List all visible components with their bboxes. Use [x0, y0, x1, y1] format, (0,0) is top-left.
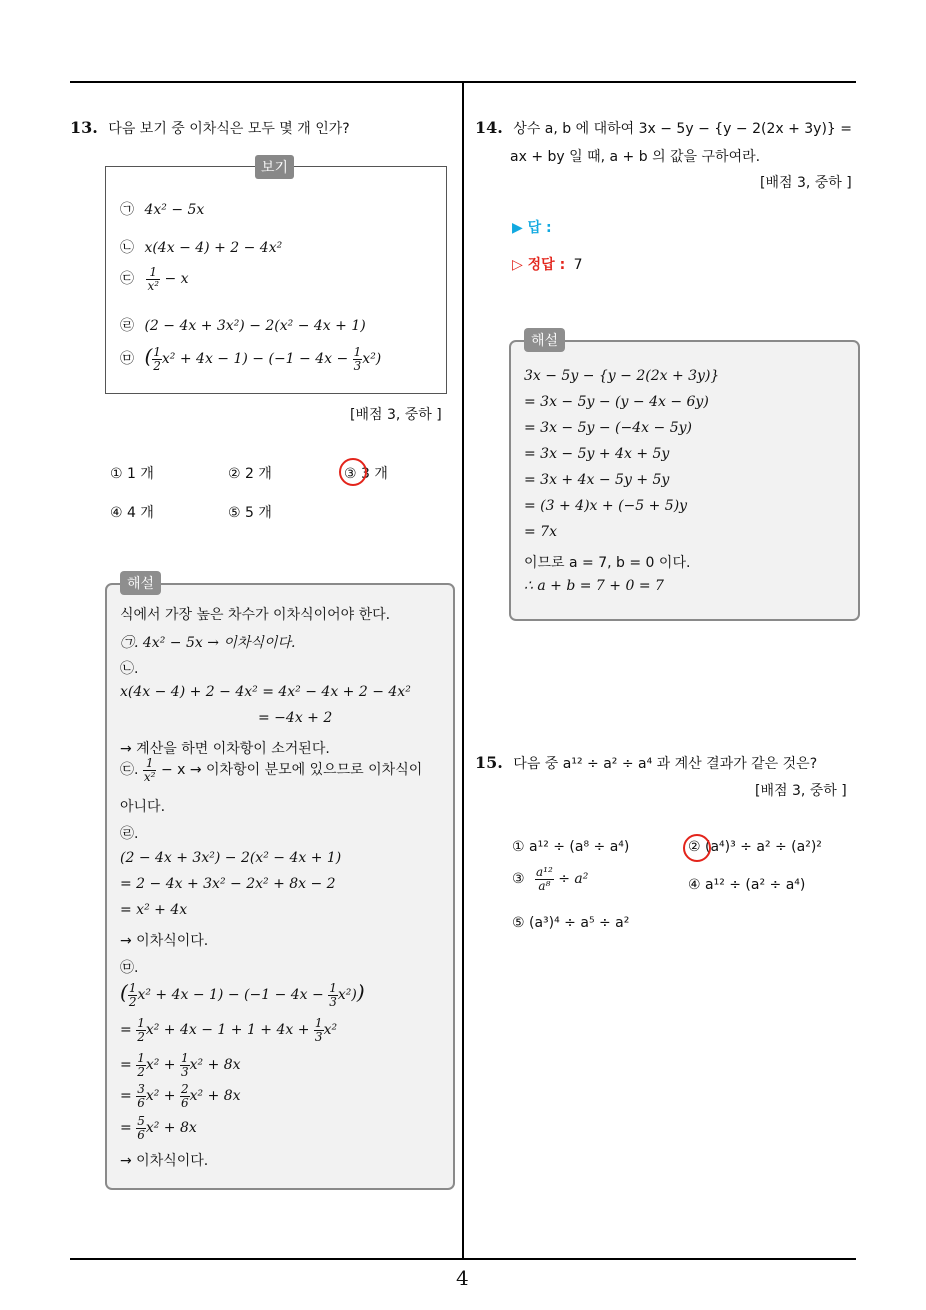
choice-3[interactable]: ③ $\frac{\text{a¹²}}{\text{a⁸}}$ ÷ a²	[512, 865, 589, 893]
q14-sol-line-9: ∴ a + b = 7 + 0 = 7	[524, 578, 664, 594]
choice-1[interactable]: ① 1 개	[110, 466, 154, 482]
choice-1[interactable]: ① a¹² ÷ (a⁸ ÷ a⁴)	[512, 839, 630, 855]
q14-sol-line-8: 이므로 a = 7, b = 0 이다.	[524, 555, 691, 571]
q14-sol-line-3: = 3x − 5y − (−4x − 5y)	[524, 420, 692, 436]
q13-sol-line-3: ㉡.	[120, 661, 139, 677]
bottom-rule	[70, 1258, 856, 1260]
choice-3[interactable]: ③ 3 개	[344, 466, 388, 482]
choice-4[interactable]: ④ 4 개	[110, 505, 154, 521]
q13-sol-line-9: ㉣.	[120, 826, 139, 842]
bogi-item-2: ㉡ x(4x − 4) + 2 − 4x²	[120, 240, 283, 256]
bogi-item-3: ㉢ $\frac{1}{\text{x²}}$ − x	[120, 265, 189, 293]
bogi-item-4: ㉣ (2 − 4x + 3x²) − 2(x² − 4x + 1)	[120, 318, 366, 334]
q14-sol-line-2: = 3x − 5y − (y − 4x − 6y)	[524, 394, 709, 410]
question-number: 13.	[70, 118, 98, 137]
q14-sol-line-6: = (3 + 4)x + (−5 + 5)y	[524, 498, 688, 514]
q14-sol-line-7: = 7x	[524, 524, 557, 540]
q13-sol-line-8: 아니다.	[120, 799, 166, 815]
answer-label: ▶ 답 :	[512, 220, 552, 236]
q13-sol-line-14: ㉤.	[120, 960, 139, 976]
q14-solution-label: 해설	[524, 328, 565, 352]
q13-sol-line-1: 식에서 가장 높은 차수가 이차식이어야 한다.	[120, 607, 391, 623]
q13-sol-line-18: = $\frac{3}{6}$ x² + $\frac{2}{6}$ x² + 8x	[120, 1082, 241, 1110]
question-text: 다음 중 a¹² ÷ a² ÷ a⁴ 과 계산 결과가 같은 것은?	[513, 756, 818, 772]
q14-sol-line-4: = 3x − 5y + 4x + 5y	[524, 446, 670, 462]
q13-sol-line-10: (2 − 4x + 3x²) − 2(x² − 4x + 1)	[120, 850, 342, 866]
q15-score: [배점 3, 중하 ]	[755, 783, 847, 799]
q14-sol-line-1: 3x − 5y − {y − 2(2x + 3y)}	[524, 368, 720, 384]
q13-sol-line-16: = $\frac{1}{2}$ x² + 4x − 1 + 1 + 4x + $\frac{1}{3}$ x²	[120, 1016, 338, 1044]
q13-sol-line-6: → 계산을 하면 이차항이 소거된다.	[120, 741, 330, 757]
choice-2[interactable]: ② (a⁴)³ ÷ a² ÷ (a²)²	[688, 839, 822, 855]
q13-sol-line-15: ( $\frac{1}{2}$ x² + 4x − 1) − (−1 − 4x − $\frac{1}{3}$ x²))	[120, 980, 365, 1009]
answer-circle	[683, 834, 711, 862]
bogi-label: 보기	[255, 155, 294, 179]
question-text: 다음 보기 중 이차식은 모두 몇 개 인가?	[108, 121, 350, 137]
q14-sol-line-5: = 3x + 4x − 5y + 5y	[524, 472, 670, 488]
question-14	[475, 118, 852, 138]
column-divider	[462, 81, 464, 1259]
question-13	[70, 118, 350, 138]
bogi-item-5: ㉤ ( $\frac{1}{2}$ x² + 4x − 1) − (−1 − 4x − $\frac{1}{3}$ x²)	[120, 344, 382, 373]
q13-sol-line-4: x(4x − 4) + 2 − 4x² = 4x² − 4x + 2 − 4x²	[120, 684, 411, 700]
question-text-1: 상수 a, b 에 대하여 3x − 5y − {y − 2(2x + 3y)} =	[513, 121, 853, 137]
q13-sol-line-13: → 이차식이다.	[120, 933, 209, 949]
q13-sol-line-19: = $\frac{5}{6}$ x² + 8x	[120, 1114, 197, 1142]
question-text-2: ax + by 일 때, a + b 의 값을 구하여라.	[510, 149, 761, 165]
q14-score: [배점 3, 중하 ]	[760, 175, 852, 191]
choice-2[interactable]: ② 2 개	[228, 466, 272, 482]
page-number: 4	[456, 1266, 469, 1290]
question-number: 14.	[475, 118, 503, 137]
choice-5[interactable]: ⑤ (a³)⁴ ÷ a⁵ ÷ a²	[512, 915, 630, 931]
q13-solution-label: 해설	[120, 571, 161, 595]
q13-sol-line-7: ㉢. $\frac{1}{\text{x²}}$ − x → 이차항이 분모에 있으므로 이차식이	[120, 756, 423, 784]
choice-5[interactable]: ⑤ 5 개	[228, 505, 272, 521]
correct-answer: ▷ 정답 : 7	[512, 257, 583, 273]
q13-sol-line-17: = $\frac{1}{2}$ x² + $\frac{1}{3}$ x² + 8x	[120, 1051, 241, 1079]
bogi-item-1: ㉠ 4x² − 5x	[120, 202, 205, 218]
q13-sol-line-2: ㉠. 4x² − 5x → 이차식이다.	[120, 635, 296, 651]
answer-circle	[339, 458, 367, 486]
question-number: 15.	[475, 753, 503, 772]
q13-sol-line-20: → 이차식이다.	[120, 1153, 209, 1169]
q13-score: [배점 3, 중하 ]	[350, 407, 442, 423]
q13-sol-line-11: = 2 − 4x + 3x² − 2x² + 8x − 2	[120, 876, 336, 892]
q13-sol-line-5: = −4x + 2	[258, 710, 333, 726]
choice-4[interactable]: ④ a¹² ÷ (a² ÷ a⁴)	[688, 877, 806, 893]
q13-sol-line-12: = x² + 4x	[120, 902, 188, 918]
question-15	[475, 753, 817, 773]
